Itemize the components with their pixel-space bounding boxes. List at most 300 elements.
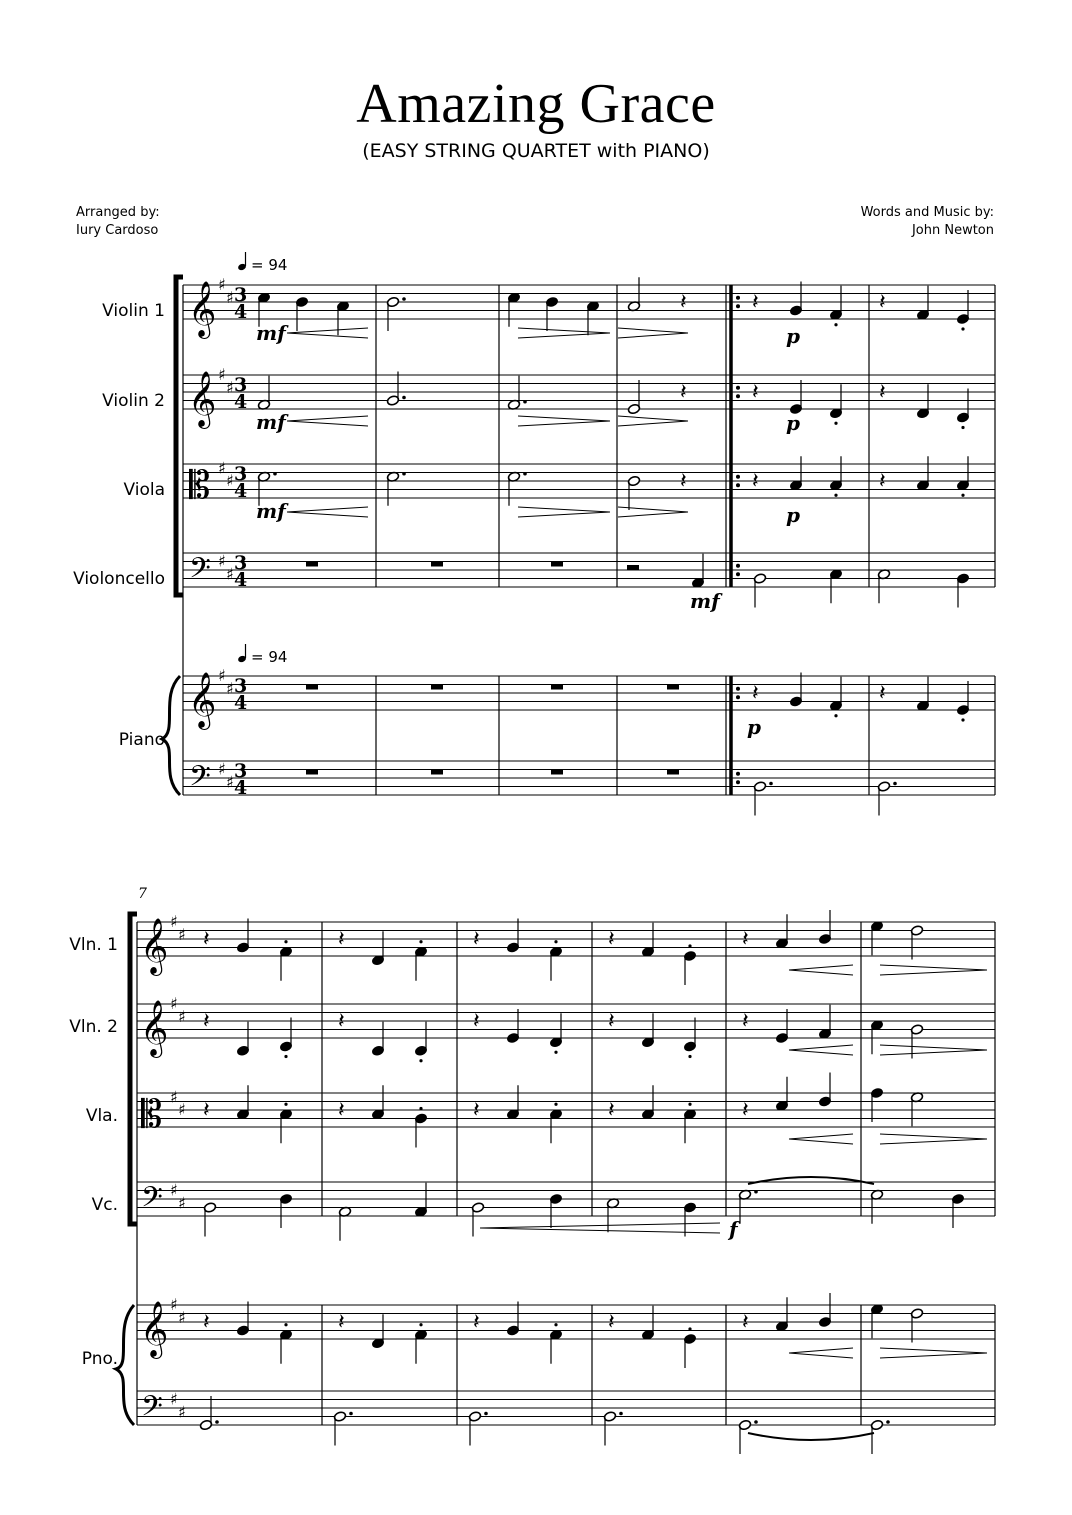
instrument-abbr-viola: Vla. [85,1106,118,1126]
note [683,1202,696,1237]
decrescendo-hairpin [518,507,610,517]
dot [754,1190,758,1194]
note [507,376,526,411]
crescendo-hairpin [480,1223,720,1233]
alto-clef: 𝄡 [189,463,211,507]
whole-rest [667,770,679,775]
dynamic-p-violin1: p [786,324,800,348]
quarter-rest: 𝄽 [680,380,687,405]
hairpin-line [518,507,610,512]
quarter-rest: 𝄽 [742,1310,749,1335]
quarter-rest: 𝄽 [608,1009,615,1034]
time-sig-numerator: 3 [234,284,248,306]
quarter-rest: 𝄽 [879,469,886,494]
hairpin-line [480,1228,720,1233]
time-sig-numerator: 3 [234,760,248,782]
note [683,1103,696,1144]
note [257,376,270,411]
note [549,1323,562,1364]
note [691,554,704,589]
repeat-dot [736,483,740,487]
whole-rest [667,685,679,690]
dot [893,782,897,786]
hairpin-line [789,1050,853,1055]
quarter-rest: 𝄽 [473,1310,480,1335]
staccato [688,1055,691,1058]
note [829,677,842,718]
tempo-text: = 94 [251,256,288,274]
repeat-dot [736,386,740,390]
staccato [419,1059,422,1062]
hairpin-line [618,328,688,333]
dot [886,1420,890,1424]
tempo-text-piano: = 94 [251,648,288,666]
quarter-rest: 𝄽 [203,1098,210,1123]
repeat-dot [736,304,740,308]
quarter-rest: 𝄽 [752,290,759,315]
hairpin-line [287,421,368,426]
instrument-name-cello: Violoncello [73,569,165,589]
quarter-rest: 𝄽 [608,1098,615,1123]
note [818,1073,831,1108]
repeat-dot [736,475,740,479]
sharp-sign: ♯ [226,471,234,490]
note [910,1092,923,1127]
staccato [961,718,964,721]
whole-rest [306,562,318,567]
note [506,919,519,954]
hairpin-line [287,507,368,512]
staccato [688,944,691,947]
note [371,931,384,966]
note [414,940,427,981]
note [236,1085,249,1120]
note [236,1302,249,1337]
dynamic-mf-violin2: mf [256,410,286,434]
note [279,1323,292,1364]
note [641,1306,654,1341]
hairpin-line [518,328,610,333]
staccato [284,1323,287,1326]
time-sig-numerator: 3 [234,463,248,485]
quarter-rest: 𝄽 [338,1098,345,1123]
note [236,919,249,954]
hairpin-line [287,333,368,338]
hairpin-line [287,512,368,517]
note [916,456,929,491]
decrescendo-hairpin [618,328,688,338]
hairpin-line [518,416,610,421]
time-sig-denominator: 4 [234,777,248,799]
staff-system1-2 [183,464,995,498]
staccato [688,1327,691,1330]
staccato [554,1051,557,1054]
staccato [554,1103,557,1106]
note [471,1202,484,1237]
staccato [419,1107,422,1110]
hairpin-line [480,1223,720,1228]
hairpin-line [618,421,688,426]
sharp-sign: ♯ [170,912,178,931]
dot [402,297,406,301]
quarter-rest: 𝄽 [879,681,886,706]
sharp-sign: ♯ [226,772,234,792]
dot [484,1412,488,1416]
hairpin-line [880,970,987,975]
quarter-rest: 𝄽 [879,380,886,405]
staccato [834,422,837,425]
quarter-rest: 𝄽 [742,1098,749,1123]
sharp-sign: ♯ [170,1180,178,1200]
alto-clef: 𝄡 [141,1092,163,1136]
note [870,1087,883,1122]
note [683,1327,696,1368]
hairpin-line [789,1045,853,1050]
repeat-dot [736,772,740,776]
tempo-mark-piano [237,644,287,666]
note [818,1293,831,1328]
dot [523,400,527,404]
sharp-sign: ♯ [218,365,226,384]
staccato [688,1103,691,1106]
decrescendo-hairpin [880,965,987,975]
hairpin-line [789,1348,853,1353]
note [507,471,526,506]
instrument-abbr-cello: Vc. [91,1195,118,1215]
arranger-name: Iury Cardoso [76,223,159,238]
note [870,921,883,956]
decrescendo-hairpin [518,328,610,338]
time-sig-numerator: 3 [234,374,248,396]
time-sig-denominator: 4 [234,480,248,502]
note [371,1314,384,1349]
sharp-sign: ♯ [218,551,226,571]
hairpin-line [618,416,688,421]
tempo-mark [237,252,287,274]
sharp-sign: ♯ [170,994,178,1013]
note [627,380,640,415]
staff-system2-2 [137,1093,995,1127]
dot [769,782,773,786]
note [279,1103,292,1144]
quarter-rest: 𝄽 [338,1009,345,1034]
note [506,1009,519,1044]
staccato [961,327,964,330]
whole-rest [431,685,443,690]
hairpin-line [880,1045,987,1050]
dynamic-p-piano: p [747,715,761,739]
staccato [834,494,837,497]
note [236,1022,249,1057]
hairpin-line [287,328,368,333]
note [789,673,802,708]
repeat-dot [736,687,740,691]
hairpin-line [880,1134,987,1139]
instrument-abbr-violin2: Vln. 2 [69,1017,118,1037]
staccato [961,494,964,497]
quarter-rest: 𝄽 [680,290,687,315]
time-sig-denominator: 4 [234,391,248,413]
decrescendo-hairpin [880,1134,987,1144]
note [775,1077,788,1112]
dot [273,472,277,476]
quarter-rest: 𝄽 [752,469,759,494]
note [829,286,842,327]
bass-clef: 𝄢 [189,760,211,800]
note [818,1005,831,1040]
composer-label: Words and Music by: [860,205,994,220]
score-title: Amazing Grace [356,73,716,135]
hairpin-line [880,1139,987,1144]
tie [748,1177,874,1184]
hairpin-line [518,512,610,517]
whole-rest [551,770,563,775]
sharp-sign: ♯ [218,759,226,779]
dot [402,472,406,476]
note [877,569,890,604]
treble-clef: 𝄞 [188,371,217,427]
sharp-sign: ♯ [178,1402,186,1422]
decrescendo-hairpin [618,416,688,426]
note [414,1022,427,1063]
strings-bracket-2 [130,914,137,1224]
quarter-rest: 𝄽 [473,927,480,952]
note [818,910,831,945]
instrument-name-violin2: Violin 2 [102,391,165,411]
note [641,923,654,958]
quarter-rest: 𝄽 [752,681,759,706]
note [507,292,520,327]
staff-system2-0 [137,922,995,956]
note [641,1013,654,1048]
score-subtitle: (EASY STRING QUARTET with PIANO) [362,140,710,162]
half-rest [627,565,639,570]
note [203,1202,216,1237]
staff-system2-1 [137,1004,995,1038]
sharp-sign: ♯ [178,1100,186,1119]
staff-system1-4 [183,676,995,710]
note [627,277,640,312]
hairpin-line [880,1353,987,1358]
hairpin-line [789,1353,853,1358]
note [870,1189,883,1224]
staff-system1-3 [183,553,995,587]
note [414,1183,427,1218]
time-sig-numerator: 3 [234,675,248,697]
arranger-label: Arranged by: [76,205,160,220]
time-sig-denominator: 4 [234,301,248,323]
tie [748,1433,874,1440]
crescendo-hairpin [287,416,368,426]
note [549,1013,562,1054]
dynamic-p-violin2: p [786,411,800,435]
note [371,1085,384,1120]
note [775,914,788,949]
crescendo-hairpin [789,965,853,975]
staff-system1-5 [183,761,995,795]
bass-clef: 𝄢 [141,1390,163,1430]
sharp-sign: ♯ [170,1389,178,1409]
staccato [554,940,557,943]
whole-rest [551,562,563,567]
note [506,1085,519,1120]
time-sig-denominator: 4 [234,569,248,591]
treble-clef: 𝄞 [140,1000,169,1056]
quarter-rest: 𝄽 [680,469,687,494]
hairpin-line [880,965,987,970]
hairpin-line [880,1348,987,1353]
dynamic-mf-viola: mf [256,499,286,523]
staff-lines [116,275,995,1430]
whole-rest [431,562,443,567]
note [789,282,802,317]
dynamic-mf-cello: mf [690,589,720,613]
dot [619,1412,623,1416]
hairpin-line [618,512,688,517]
repeat-dot [736,780,740,784]
note [386,471,405,506]
sharp-sign: ♯ [170,1087,178,1107]
treble-clef: 𝄞 [188,281,217,337]
quarter-rest: 𝄽 [203,1009,210,1034]
treble-clef: 𝄞 [140,918,169,974]
note [870,1304,883,1339]
dot [349,1412,353,1416]
instrument-name-piano: Piano [118,730,165,750]
bass-clef: 𝄢 [189,552,211,592]
sharp-sign: ♯ [170,1295,178,1314]
time-sig-numerator: 3 [234,552,248,574]
repeat-dot [736,564,740,568]
sharp-sign: ♯ [226,564,234,584]
quarter-rest: 𝄽 [742,1009,749,1034]
note [829,569,842,604]
note [338,1206,351,1241]
quarter-rest: 𝄽 [338,1310,345,1335]
quarter-rest: 𝄽 [608,1310,615,1335]
note [586,301,599,336]
sharp-sign: ♯ [218,458,226,478]
hairpin-line [880,1050,987,1055]
treble-clef: 𝄞 [188,672,217,728]
staccato [834,714,837,717]
instrument-abbr-piano: Pno. [81,1349,118,1369]
staccato [419,940,422,943]
note [951,1193,964,1228]
sharp-sign: ♯ [218,275,226,294]
hairpin-line [789,970,853,975]
sharp-sign: ♯ [218,666,226,685]
hairpin-line [618,333,688,338]
dot [215,1420,219,1424]
staccato [419,1323,422,1326]
note [279,940,292,981]
crescendo-hairpin [789,1134,853,1144]
hairpin-line [789,965,853,970]
quarter-rest: 𝄽 [203,1310,210,1335]
note [775,1009,788,1044]
time-sig-denominator: 4 [234,692,248,714]
note [916,286,929,321]
repeat-dot [736,695,740,699]
decrescendo-hairpin [518,416,610,426]
sharp-sign: ♯ [178,1193,186,1213]
staccato [961,426,964,429]
note [683,944,696,985]
staccato [284,940,287,943]
staccato [834,323,837,326]
sharp-sign: ♯ [178,1006,186,1026]
composer-name: John Newton [911,223,994,238]
note [956,573,969,608]
crescendo-hairpin [287,328,368,338]
quarter-rest: 𝄽 [752,380,759,405]
note [627,475,640,510]
whole-rest [551,685,563,690]
whole-rest [306,770,318,775]
bass-clef: 𝄢 [141,1181,163,1221]
quarter-rest: 𝄽 [879,290,886,315]
note [506,1302,519,1337]
quarter-rest: 𝄽 [338,927,345,952]
note [910,1308,923,1343]
note [371,1022,384,1057]
note [549,1103,562,1144]
measure-number: 7 [138,886,147,902]
dot [402,396,406,400]
note [956,456,969,497]
staccato [284,1103,287,1106]
note [606,1198,619,1233]
note [870,1020,883,1055]
instrument-name-viola: Viola [123,480,165,500]
note [829,384,842,425]
quarter-rest: 𝄽 [473,1098,480,1123]
sharp-sign: ♯ [178,924,186,944]
note [738,1189,757,1224]
hairpin-line [789,1134,853,1139]
staccato [284,1055,287,1058]
sharp-sign: ♯ [226,377,234,397]
note [753,573,766,608]
note [641,1085,654,1120]
note [789,456,802,491]
whole-rest [306,685,318,690]
note [910,925,923,960]
quarter-rest: 𝄽 [203,927,210,952]
quarter-rest: 𝄽 [473,1009,480,1034]
repeat-dot [736,394,740,398]
repeat-dot [736,296,740,300]
dot [754,1420,758,1424]
note [545,296,558,331]
quarter-rest: 𝄽 [742,927,749,952]
note [916,384,929,419]
note [549,940,562,981]
note [279,1193,292,1228]
strings-bracket [176,277,183,595]
note [775,1297,788,1332]
staff-system2-3 [137,1182,995,1216]
hairpin-line [789,1139,853,1144]
note [414,1323,427,1364]
staff-system2-4 [137,1305,995,1339]
staff-system1-1 [183,375,995,409]
note [789,380,802,415]
instrument-name-violin1: Violin 1 [102,301,165,321]
hairpin-line [518,421,610,426]
staccato [554,1323,557,1326]
